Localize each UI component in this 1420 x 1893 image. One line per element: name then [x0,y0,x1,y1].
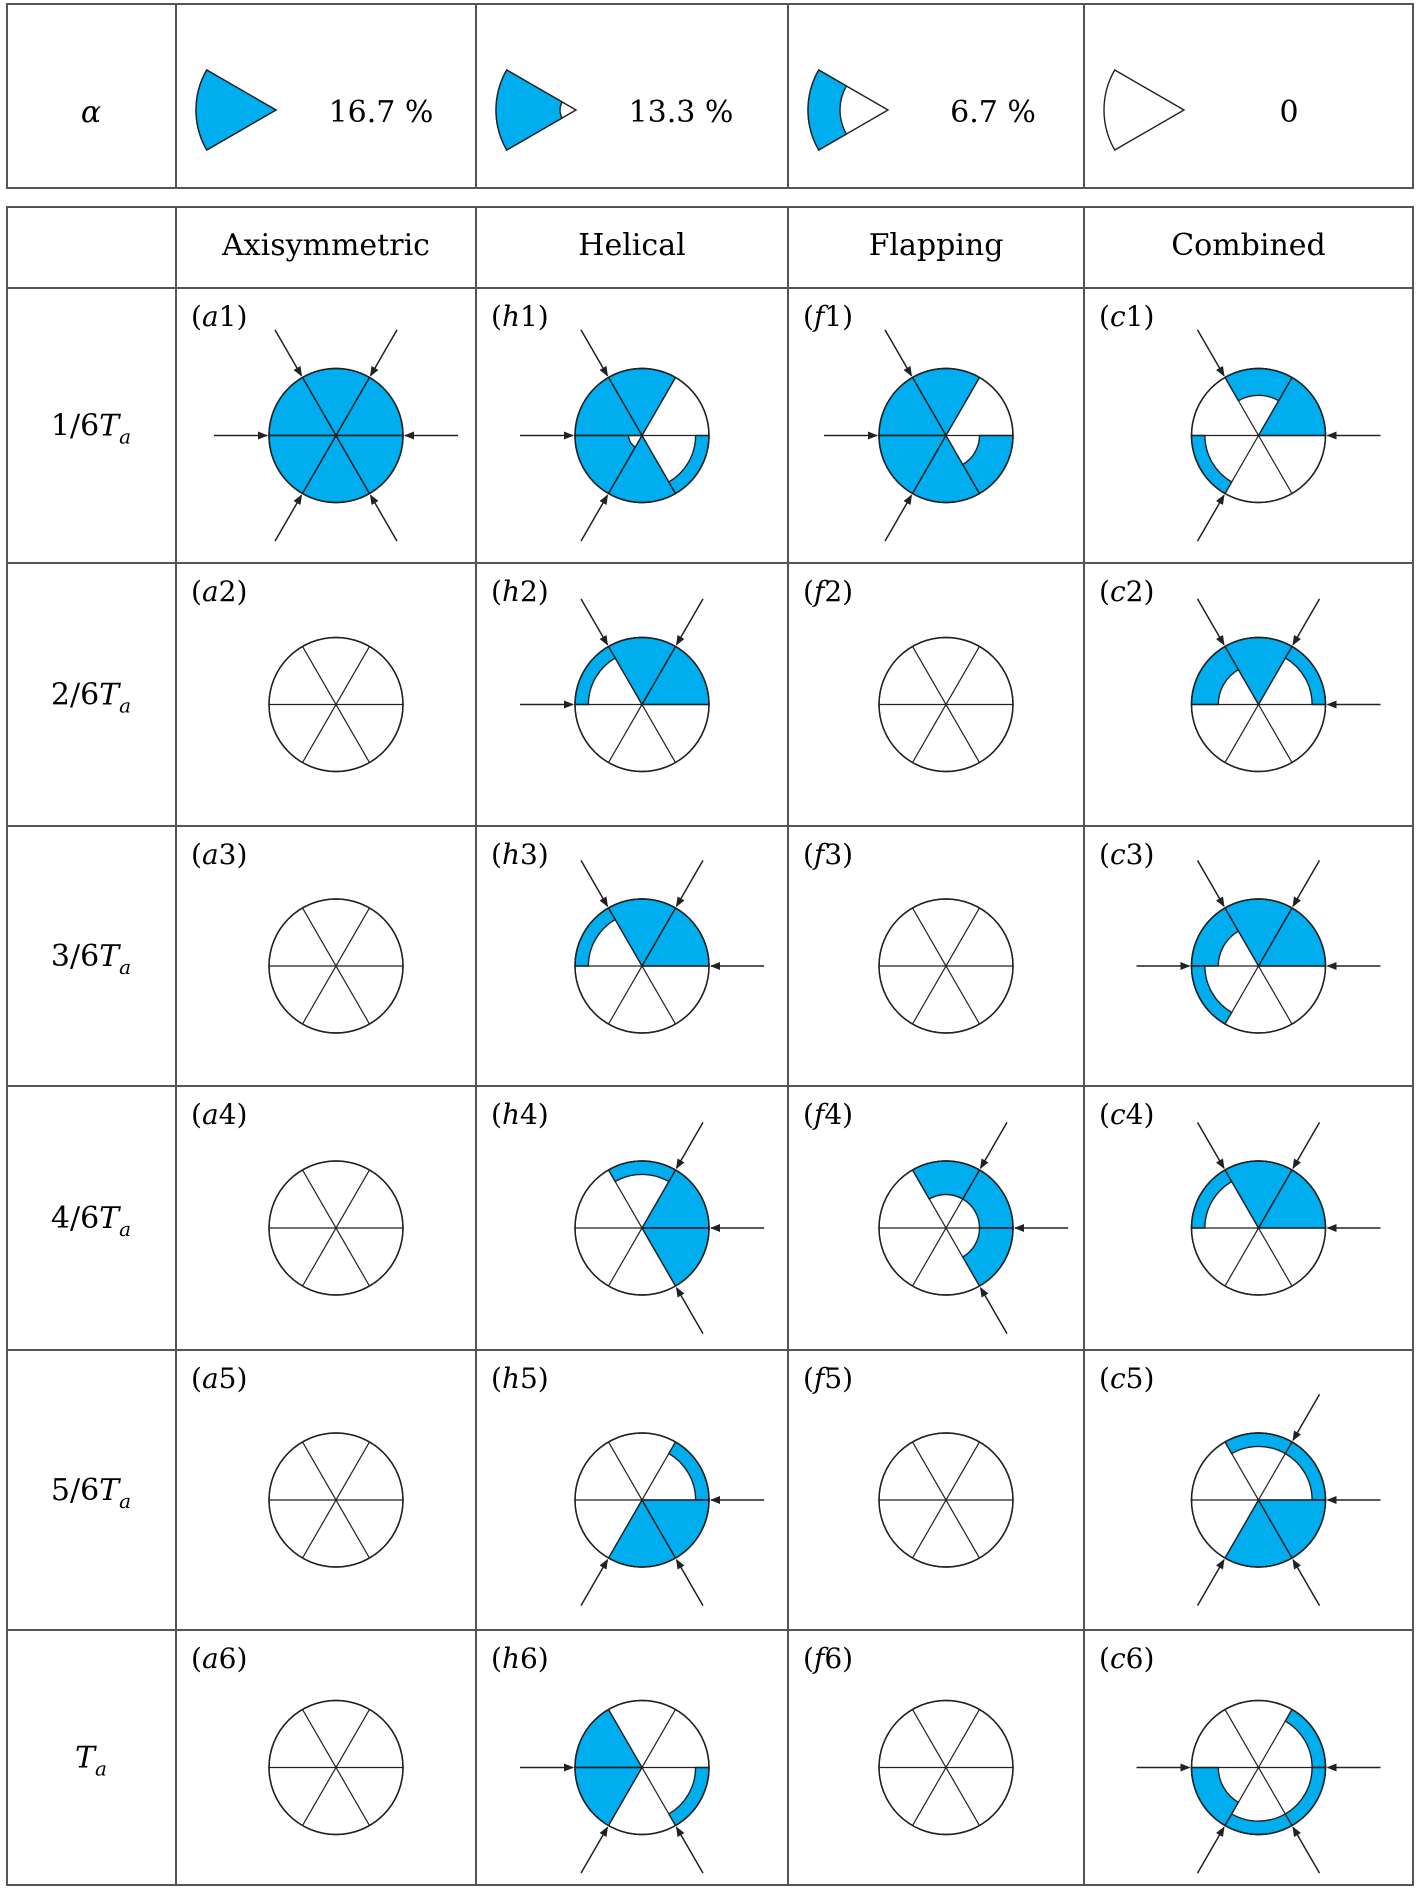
column-header-row [221,228,1326,263]
panel-label-c5: (c5) [1099,1362,1155,1395]
actuation-arrow [275,495,302,541]
panel-label-h5: (h5) [491,1362,549,1395]
panel-label-h6: (h6) [491,1642,549,1675]
panel-label-f6: (f6) [803,1642,854,1675]
actuation-arrow [885,495,912,541]
actuation-arrow [1293,1827,1320,1873]
alpha-value-3: 6.7 % [950,95,1036,130]
alpha-wedge-3 [808,70,888,150]
panel-label-c6: (c6) [1099,1642,1155,1675]
disk-cell-f5 [803,1362,1013,1567]
disk-cell-f4 [803,1098,1068,1334]
panel-label-a4: (a4) [191,1098,248,1131]
actuation-arrow [677,1122,704,1168]
panel-label-c2: (c2) [1099,575,1155,608]
actuation-arrow [677,860,704,906]
alpha-wedge-1 [196,70,276,150]
column-header-combined: Combined [1171,228,1326,263]
actuation-arrow [885,330,912,376]
actuation-arrow [1198,599,1225,645]
disk-cell-c3 [1099,838,1381,1033]
disk-cell-f1 [803,300,1013,541]
actuation-arrow [581,1827,608,1873]
row-label-5: $5/6T_a$ [50,1473,132,1513]
column-header-flapping: Flapping [868,228,1004,263]
disk-cell-h6 [491,1642,709,1873]
actuation-arrow [1198,330,1225,376]
actuation-arrow [581,599,608,645]
actuation-arrow [1198,495,1225,541]
actuation-arrow [371,330,398,376]
actuation-arrow [1293,860,1320,906]
disk-cell-h1 [491,300,709,541]
panel-label-h2: (h2) [491,575,549,608]
actuation-arrow [677,599,704,645]
wedge-outline [1104,70,1184,150]
panel-label-f2: (f2) [803,575,854,608]
disk-cell-c5 [1099,1362,1381,1606]
panel-label-c4: (c4) [1099,1098,1155,1131]
panel-label-c1: (c1) [1099,300,1155,333]
wedge-fill [496,70,562,150]
panel-label-h4: (h4) [491,1098,549,1131]
column-header-helical: Helical [578,228,686,263]
row-label-6: $T_a$ [75,1740,107,1781]
disk-cell-c2 [1099,575,1381,772]
actuation-arrow [581,860,608,906]
column-header-axisymmetric: Axisymmetric [222,228,430,263]
disk-cell-c1 [1099,300,1381,541]
actuation-arrow [677,1288,704,1334]
actuation-arrow [275,330,302,376]
row-label-2: $2/6T_a$ [50,677,132,718]
panel-label-a5: (a5) [191,1362,248,1395]
actuation-arrow [1198,860,1225,906]
alpha-value-2: 13.3 % [628,95,734,130]
disk-cell-h3 [491,838,764,1033]
disk-cell-c4 [1099,1098,1381,1295]
actuation-arrow [981,1122,1008,1168]
row-label-1: $1/6T_a$ [50,408,132,449]
disk-cell-a3 [191,838,403,1033]
disk-cell-a1 [191,300,458,541]
alpha-label: α [80,95,102,130]
panel-label-f1: (f1) [803,300,854,333]
panel-label-h3: (h3) [491,838,549,871]
disk-cell-f6 [803,1642,1013,1835]
alpha-value-4: 0 [1279,95,1299,130]
alpha-value-1: 16.7 % [328,95,434,130]
disk-cell-h5 [491,1362,764,1606]
actuation-arrow [1198,1560,1225,1606]
panel-label-c3: (c3) [1099,838,1155,871]
actuation-arrow [1293,599,1320,645]
disk-cell-a4 [191,1098,403,1295]
disk-cell-a2 [191,575,403,772]
panel-label-a3: (a3) [191,838,248,871]
wedge-fill [808,70,846,150]
actuation-arrow [581,330,608,376]
alpha-wedge-2 [496,70,576,150]
alpha-row [81,70,1299,150]
panel-label-f4: (f4) [803,1098,854,1131]
disk-cell-f3 [803,838,1013,1033]
panel-label-f3: (f3) [803,838,854,871]
actuation-arrow [1293,1122,1320,1168]
wedge-fill [196,70,276,150]
actuation-arrow [1293,1394,1320,1440]
disk-cell-c6 [1099,1642,1381,1873]
disk-cell-f2 [803,575,1013,772]
row-label-4: $4/6T_a$ [50,1201,132,1241]
row-label-3: $3/6T_a$ [50,939,132,979]
actuation-arrow [677,1827,704,1873]
actuation-arrow [581,495,608,541]
disk-cell-h2 [491,575,709,772]
panel-label-a6: (a6) [191,1642,248,1675]
disk-cell-a6 [191,1642,403,1835]
panel-label-h1: (h1) [491,300,549,333]
actuation-arrow [371,495,398,541]
disk-cell-h4 [491,1098,764,1334]
actuation-arrow [677,1560,704,1606]
actuation-arrow [981,1288,1008,1334]
actuation-arrow [581,1560,608,1606]
alpha-wedge-4 [1104,70,1184,150]
panel-label-a2: (a2) [191,575,248,608]
panel-label-a1: (a1) [191,300,248,333]
actuation-arrow [1198,1122,1225,1168]
actuation-arrow [1198,1827,1225,1873]
actuation-arrow [1293,1560,1320,1606]
panel-label-f5: (f5) [803,1362,854,1395]
disk-cell-a5 [191,1362,403,1567]
